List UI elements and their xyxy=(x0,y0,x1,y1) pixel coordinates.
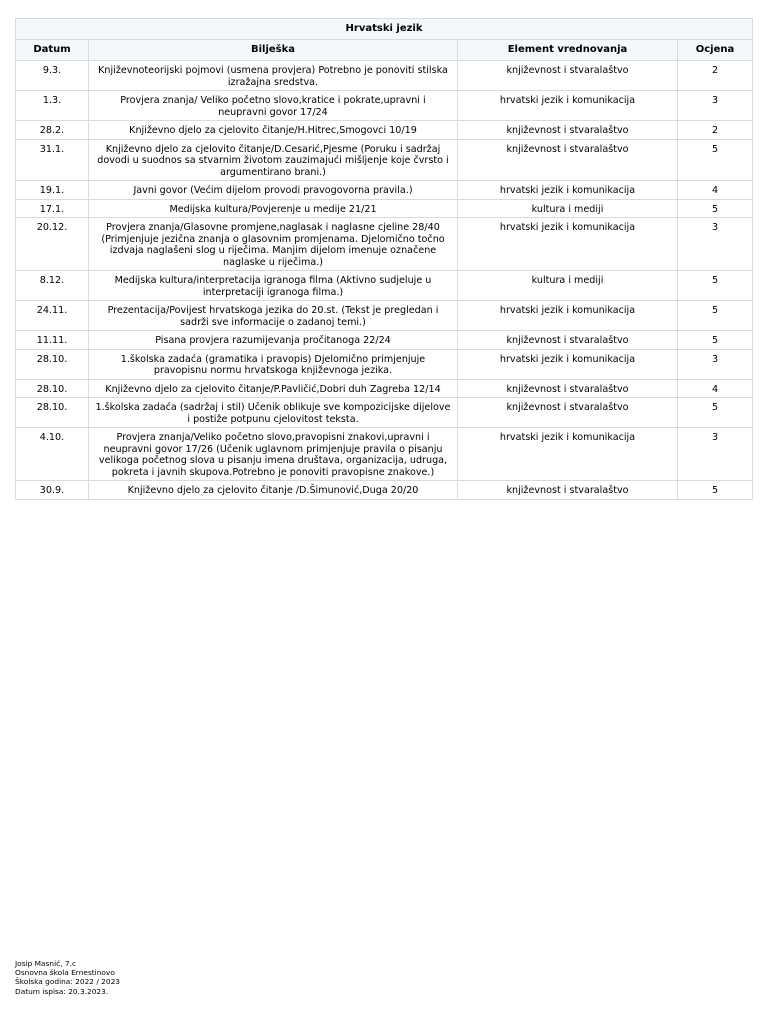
cell-note: Javni govor (Većim dijelom provodi pravogovorna pravila.) xyxy=(89,181,458,200)
cell-date: 20.12. xyxy=(16,218,89,271)
cell-date: 24.11. xyxy=(16,301,89,331)
cell-element: književnost i stvaralaštvo xyxy=(458,61,678,91)
cell-date: 4.10. xyxy=(16,428,89,481)
table-row xyxy=(16,379,753,398)
cell-grade: 3 xyxy=(678,218,753,271)
cell-note: Književno djelo za cjelovito čitanje/P.Pavličić,Dobri duh Zagreba 12/14 xyxy=(89,379,458,398)
cell-date: 9.3. xyxy=(16,61,89,91)
cell-grade: 5 xyxy=(678,271,753,301)
cell-grade: 5 xyxy=(678,139,753,181)
cell-date: 8.12. xyxy=(16,271,89,301)
cell-note: 1.školska zadaća (gramatika i pravopis) Djelomično primjenjuje pravopisnu normu hrvatskoga književnoga jezika. xyxy=(89,349,458,379)
cell-note: Provjera znanja/Veliko početno slovo,pravopisni znakovi,upravni i neupravni govor 17/26 (Učenik uglavnom primjenjuje pravila o pisanju velikoga početnog slova u pisanju imena društava, organizacija, udruga, pokreta i javnih skupova.Potrebno je ponoviti pravopisne znakove.) xyxy=(89,428,458,481)
cell-element: hrvatski jezik i komunikacija xyxy=(458,91,678,121)
cell-grade: 5 xyxy=(678,199,753,218)
table-body xyxy=(16,61,753,500)
cell-date: 30.9. xyxy=(16,481,89,500)
footer-school: Osnovna škola Ernestinovo xyxy=(15,968,115,978)
table-row xyxy=(16,428,753,481)
cell-element: hrvatski jezik i komunikacija xyxy=(458,349,678,379)
table-row xyxy=(16,331,753,350)
page-footer xyxy=(15,959,120,996)
footer-student: Josip Masnić, 7.c xyxy=(15,959,77,968)
table-row xyxy=(16,481,753,500)
cell-date: 28.2. xyxy=(16,121,89,140)
cell-element: književnost i stvaralaštvo xyxy=(458,331,678,350)
cell-note: Provjera znanja/Glasovne promjene,naglasak i naglasne cjeline 28/40 (Primjenjuje jezična znanja o glasovnim promjenama. Djelomično točno izdvaja naglašeni slog u riječima. Manjim dijelom imenuje označene naglaske u riječima.) xyxy=(89,218,458,271)
cell-element: kultura i mediji xyxy=(458,271,678,301)
cell-date: 28.10. xyxy=(16,398,89,428)
cell-note: Pisana provjera razumijevanja pročitanoga 22/24 xyxy=(89,331,458,350)
cell-grade: 5 xyxy=(678,481,753,500)
table-row xyxy=(16,139,753,181)
cell-element: kultura i mediji xyxy=(458,199,678,218)
table-row xyxy=(16,91,753,121)
table-row xyxy=(16,121,753,140)
cell-grade: 2 xyxy=(678,121,753,140)
cell-note: Književno djelo za cjelovito čitanje/H.Hitrec,Smogovci 10/19 xyxy=(89,121,458,140)
cell-grade: 5 xyxy=(678,301,753,331)
cell-grade: 3 xyxy=(678,349,753,379)
cell-note: Književnoteorijski pojmovi (usmena provjera) Potrebno je ponoviti stilska izražajna sredstva. xyxy=(89,61,458,91)
column-header-note: Bilješka xyxy=(89,40,458,61)
table-row xyxy=(16,199,753,218)
cell-date: 31.1. xyxy=(16,139,89,181)
cell-note: Provjera znanja/ Veliko početno slovo,kratice i pokrate,upravni i neupravni govor 17/24 xyxy=(89,91,458,121)
cell-element: književnost i stvaralaštvo xyxy=(458,379,678,398)
table-row xyxy=(16,61,753,91)
cell-grade: 5 xyxy=(678,331,753,350)
cell-date: 11.11. xyxy=(16,331,89,350)
cell-note: Književno djelo za cjelovito čitanje /D.Šimunović,Duga 20/20 xyxy=(89,481,458,500)
cell-date: 17.1. xyxy=(16,199,89,218)
cell-element: hrvatski jezik i komunikacija xyxy=(458,218,678,271)
column-header-element: Element vrednovanja xyxy=(458,40,678,61)
table-row xyxy=(16,218,753,271)
cell-grade: 3 xyxy=(678,428,753,481)
cell-grade: 4 xyxy=(678,181,753,200)
cell-element: književnost i stvaralaštvo xyxy=(458,121,678,140)
table-row xyxy=(16,398,753,428)
table-row xyxy=(16,349,753,379)
cell-note: Književno djelo za cjelovito čitanje/D.Cesarić,Pjesme (Poruku i sadržaj dovodi u suodnos sa stvarnim životom zauzimajući mišljenje koje čvrsto i argumentirano brani.) xyxy=(89,139,458,181)
cell-grade: 2 xyxy=(678,61,753,91)
column-header-date: Datum xyxy=(16,40,89,61)
table-row xyxy=(16,181,753,200)
cell-date: 1.3. xyxy=(16,91,89,121)
grades-table xyxy=(15,18,753,500)
table-row xyxy=(16,271,753,301)
cell-element: hrvatski jezik i komunikacija xyxy=(458,428,678,481)
table-row xyxy=(16,301,753,331)
column-header-grade: Ocjena xyxy=(678,40,753,61)
table-title: Hrvatski jezik xyxy=(16,19,753,40)
cell-date: 19.1. xyxy=(16,181,89,200)
cell-note: 1.školska zadaća (sadržaj i stil) Učenik oblikuje sve kompozicijske dijelove i postiže potpunu cjelovitost teksta. xyxy=(89,398,458,428)
cell-date: 28.10. xyxy=(16,349,89,379)
cell-grade: 5 xyxy=(678,398,753,428)
footer-print-date: Datum ispisa: 20.3.2023. xyxy=(15,986,109,996)
cell-grade: 4 xyxy=(678,379,753,398)
cell-note: Medijska kultura/Povjerenje u medije 21/21 xyxy=(89,199,458,218)
cell-element: hrvatski jezik i komunikacija xyxy=(458,301,678,331)
cell-note: Prezentacija/Povijest hrvatskoga jezika do 20.st. (Tekst je pregledan i sadrži sve informacije o zadanoj temi.) xyxy=(89,301,458,331)
cell-element: književnost i stvaralaštvo xyxy=(458,398,678,428)
cell-element: književnost i stvaralaštvo xyxy=(458,139,678,181)
cell-date: 28.10. xyxy=(16,379,89,398)
cell-grade: 3 xyxy=(678,91,753,121)
cell-element: književnost i stvaralaštvo xyxy=(458,481,678,500)
cell-element: hrvatski jezik i komunikacija xyxy=(458,181,678,200)
footer-school-year: Školska godina: 2022 / 2023 xyxy=(15,977,120,987)
cell-note: Medijska kultura/interpretacija igranoga filma (Aktivno sudjeluje u interpretaciji igranoga filma.) xyxy=(89,271,458,301)
